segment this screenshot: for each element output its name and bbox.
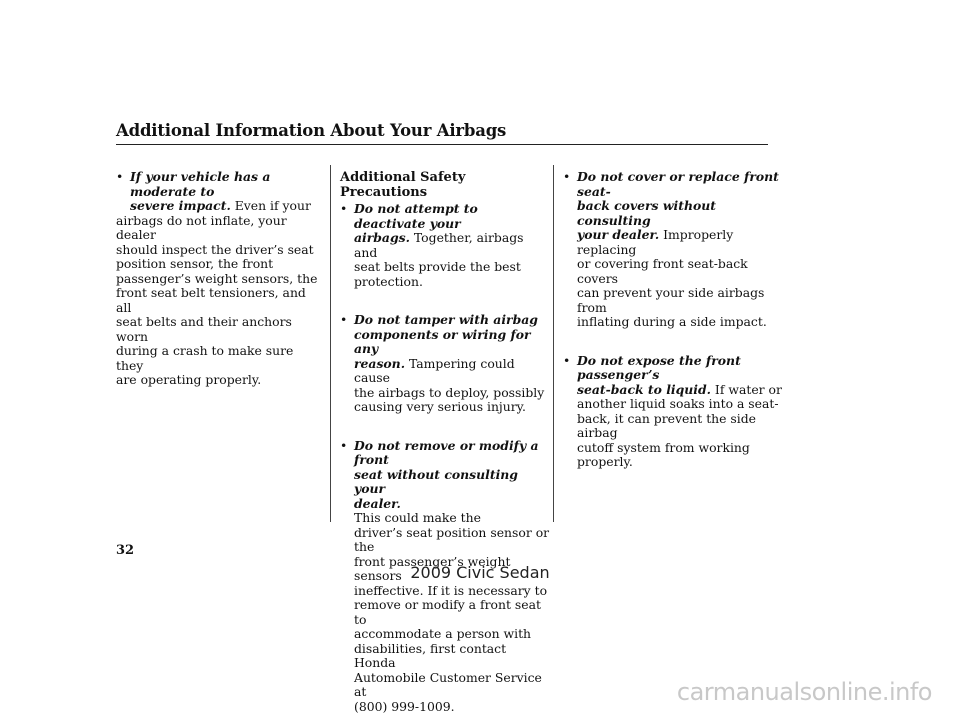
item-lead-line: reason.: [354, 355, 406, 371]
item-body-line: Automobile Customer Service at: [354, 669, 542, 699]
item-lead-line: Do not tamper with airbag: [354, 312, 538, 327]
bullet-icon: •: [563, 352, 571, 368]
item-lead-line: Do not remove or modify a front: [354, 437, 539, 467]
item-lead-line: your dealer.: [577, 227, 660, 242]
item-lead-line: Do not expose the front passenger’s: [577, 352, 741, 382]
item-body-line: properly.: [577, 454, 633, 469]
item-body-line: remove or modify a front seat to: [354, 597, 541, 627]
item-body-line: driver’s seat position sensor or the: [354, 524, 550, 554]
item-body-line: should inspect the driver’s seat: [116, 241, 314, 257]
item-body-line: seat belts provide the best: [354, 259, 521, 274]
bullet-icon: •: [340, 437, 348, 453]
precaution-item: [340, 313, 550, 415]
item-body-line: cutoff system from working: [577, 439, 750, 455]
item-body-line: position sensor, the front: [116, 256, 274, 271]
item-body-line: Together, airbags and: [354, 230, 524, 260]
heading-rule: [116, 144, 768, 145]
item-body-line: accommodate a person with: [354, 626, 532, 641]
precaution-item: [340, 202, 550, 289]
item-lead-line: Do not attempt to deactivate your: [354, 201, 478, 231]
section-title: Additional Safety Precautions: [340, 170, 466, 200]
item-body: [116, 214, 321, 388]
precaution-item: [116, 170, 321, 388]
item-lead-line: If your vehicle has a moderate to: [130, 169, 271, 199]
precaution-item: [563, 354, 783, 470]
item-body-line: This could make the: [354, 510, 481, 525]
watermark: carmanualsonline.info: [676, 678, 932, 706]
item-lead-line: components or wiring for any: [354, 326, 531, 356]
item-lead-line: back covers without consulting: [577, 198, 716, 228]
item-lead-line: seat without consulting your: [354, 466, 518, 496]
item-body-line: protection.: [354, 273, 423, 289]
page-number: 32: [116, 543, 135, 558]
bullet-icon: •: [340, 312, 348, 327]
page-heading: Additional Information About Your Airbags: [116, 121, 507, 140]
item-lead-line: severe impact.: [130, 198, 231, 213]
item-body-line: are operating properly.: [116, 372, 262, 387]
item-lead-line: seat-back to liquid.: [577, 381, 711, 397]
footer-model-name: 2009 Civic Sedan: [410, 563, 550, 582]
item-body-line: another liquid soaks into a seat-: [577, 396, 779, 411]
item-body-line: front passenger’s weight sensors: [354, 553, 511, 583]
item-body-line: Even if your: [234, 198, 311, 213]
item-body-line: inflating during a side impact.: [577, 314, 767, 329]
item-body-line: disabilities, first contact Honda: [354, 640, 507, 670]
item-body-line: seat belts and their anchors worn: [116, 314, 292, 344]
item-body-line: Improperly replacing: [577, 227, 734, 257]
column-divider-2: [553, 165, 554, 522]
item-body-line: front seat belt tensioners, and all: [116, 285, 306, 315]
item-body-line: passenger’s weight sensors, the: [116, 270, 318, 286]
bullet-icon: •: [340, 201, 348, 216]
item-body-line: (800) 999-1009.: [354, 698, 455, 714]
bullet-icon: •: [563, 169, 571, 184]
item-body-line: airbags do not inflate, your dealer: [116, 212, 287, 242]
item-body-line: causing very serious injury.: [354, 399, 526, 414]
item-body-line: If water or: [714, 381, 782, 397]
column-divider-1: [330, 165, 331, 522]
item-body-line: ineffective. If it is necessary to: [354, 582, 548, 598]
item-lead-line: dealer.: [354, 495, 401, 511]
column-1: [116, 170, 321, 388]
column-3: [563, 170, 783, 470]
item-lead-line: Do not cover or replace front seat-: [577, 169, 779, 199]
item-lead-line: airbags.: [354, 230, 410, 245]
column-2: [340, 171, 550, 714]
item-body-line: can prevent your side airbags from: [577, 285, 765, 315]
item-body-line: during a crash to make sure they: [116, 343, 294, 373]
item-body-line: Tampering could cause: [354, 355, 515, 385]
precaution-item: [563, 170, 783, 330]
item-body-line: back, it can prevent the side airbag: [577, 410, 757, 440]
item-body-line: or covering front seat-back covers: [577, 256, 748, 286]
item-body-line: the airbags to deploy, possibly: [354, 384, 545, 400]
bullet-icon: •: [116, 169, 124, 184]
